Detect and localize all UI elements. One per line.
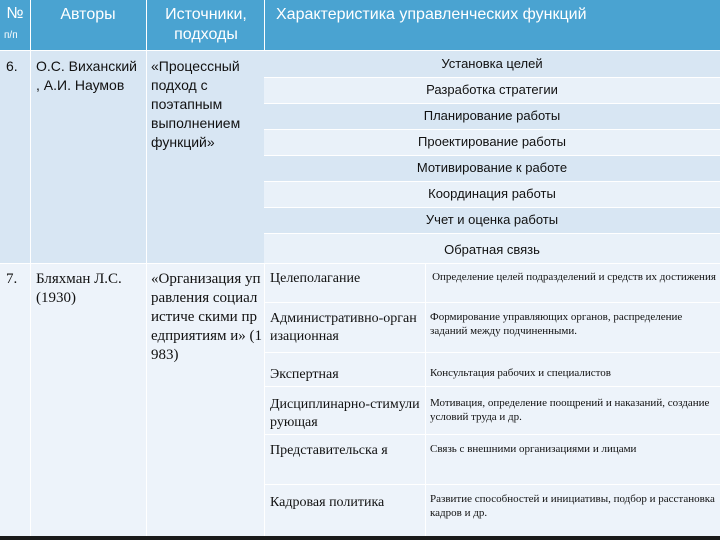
header-num-sub: п/п [4,30,18,41]
row-7-function-name: Дисциплинарно-стимулирующая [270,397,420,430]
row-7-function-name: Административно-организационная [270,311,417,344]
row-6-function: Учет и оценка работы [264,207,720,233]
row-7-function-desc: Связь с внешними организациями и лицами [430,443,637,455]
header-sources: Источники, подходы [165,6,247,43]
row-7-function-desc: Формирование управляющих органов, распределение заданий между подчиненными. [430,311,683,337]
bottom-bar [0,536,720,540]
row-6-function: Обратная связь [264,233,720,263]
row-7-function-desc: Мотивация, определение поощрений и наказаний, создание условий труда и др. [430,397,710,423]
row-6-function: Разработка стратегии [264,77,720,103]
row-7-function-name: Представительска я [270,443,388,458]
row-6-function: Мотивирование к работе [264,155,720,181]
row-6-function: Координация работы [264,181,720,207]
row-6-function: Установка целей [264,51,720,77]
row-7-source: «Организация управления социалистиче скими предприятиям и» (1983) [151,271,263,363]
row-6-authors: О.С. Виханский , А.И. Наумов [36,58,137,93]
row-6-num: 6. [6,58,18,74]
row-6-source: «Процессный подход с поэтапным выполнением функций» [151,58,241,150]
row-7-function-name: Экспертная [270,367,339,382]
row-7-num: 7. [6,271,18,287]
header-authors: Авторы [60,6,116,23]
row-7-function-name: Кадровая политика [270,495,385,510]
row-6-function: Проектирование работы [264,129,720,155]
row-7-function-desc: Консультация рабочих и специалистов [430,367,611,379]
row-7-authors: Бляхман Л.С. (1930) [36,271,122,306]
row-7-function-desc: Развитие способностей и инициативы, подбор и расстановка кадров и др. [430,493,715,519]
row-7-function-desc: Определение целей подразделений и средств их достижения [432,271,716,283]
header-characteristics: Характеристика управленческих функций [276,6,587,23]
row-6-function: Планирование работы [264,103,720,129]
row-7-function-name: Целеполагание [270,271,361,286]
header-num: № [6,5,24,22]
